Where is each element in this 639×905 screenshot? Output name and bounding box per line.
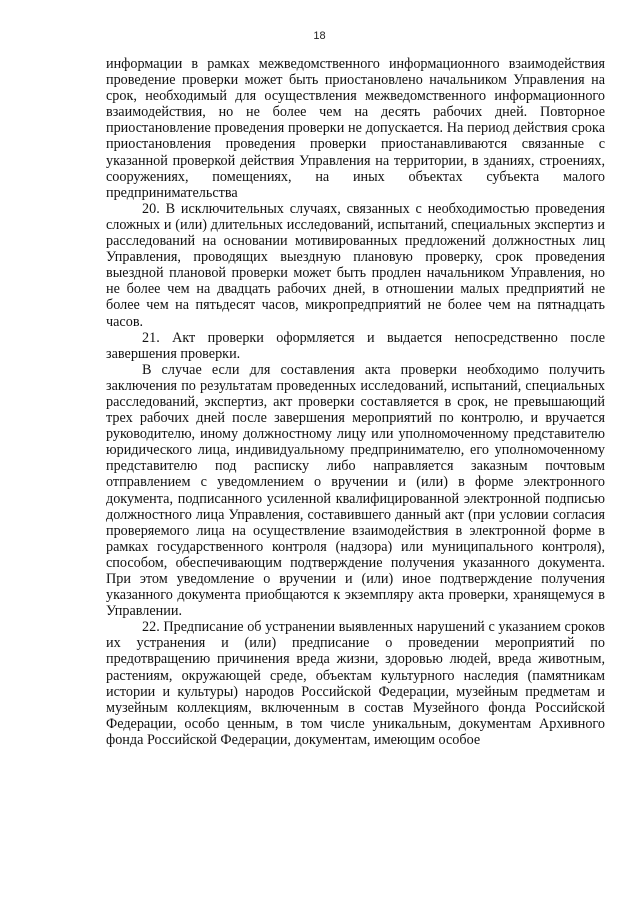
- paragraph-continuation: информации в рамках межведомственного информационного взаимодействия проведение проверки может быть приостановлено начальником Управления на срок, необходимый для осуществления межведомственного информационного взаимодействия, но не более чем на десять рабочих дней. Повторное приостановление проведения проверки не допускается. На период действия срока приостановления проведения проверки приостанавливаются связанные с указанной проверкой действия Управления на территории, в зданиях, строениях, сооружениях, помещениях, на иных объектах субъекта малого предпринимательства: [106, 56, 605, 201]
- document-body: [106, 56, 605, 748]
- page-number: 18: [313, 30, 326, 42]
- paragraph-clause-22: 22. Предписание об устранении выявленных нарушений с указанием сроков их устранения и (или) предписание о проведении мероприятий по предотвращению причинения вреда жизни, здоровью людей, вреда животным, растениям, окружающей среде, объектам культурного наследия (памятникам истории и культуры) народов Российской Федерации, музейным предметам и музейным коллекциям, включенным в состав Музейного фонда Российской Федерации, особо ценным, в том числе уникальным, документам Архивного фонда Российской Федерации, документам, имеющим особое: [106, 619, 605, 748]
- paragraph-clause-21: 21. Акт проверки оформляется и выдается непосредственно после завершения проверки.: [106, 329, 605, 362]
- paragraph-clause-20: 20. В исключительных случаях, связанных с необходимостью проведения сложных и (или) длительных исследований, испытаний, специальных экспертиз и расследований на основании мотивированных предложений должностных лиц Управления, проводящих выездную плановую проверку, срок проведения выездной плановой проверки может быть продлен начальником Управления, но не более чем на двадцать рабочих дней, в отношении малых предприятий не более чем на пятьдесят часов, микропредприятий не более чем на пятнадцать часов.: [106, 200, 605, 330]
- paragraph-act-delivery: В случае если для составления акта проверки необходимо получить заключения по результатам проведенных исследований, испытаний, специальных расследований, экспертиз, акт проверки составляется в срок, не превышающий трех рабочих дней после завершения мероприятий по контролю, и вручается руководителю, иному должностному лицу или уполномоченному представителю юридического лица, индивидуальному предпринимателю, его уполномоченному представителю под расписку либо направляется заказным почтовым отправлением с уведомлением о вручении и (или) в форме электронного документа, подписанного усиленной квалифицированной электронной подписью должностного лица Управления, составившего данный акт (при условии согласия проверяемого лица на осуществление взаимодействия в электронной форме в рамках государственного контроля (надзора) или муниципального контроля), способом, обеспечивающим подтверждение получения указанного документа. При этом уведомление о вручении и (или) иное подтверждение получения указанного документа приобщаются к экземпляру акта проверки, хранящемуся в Управлении.: [106, 361, 605, 620]
